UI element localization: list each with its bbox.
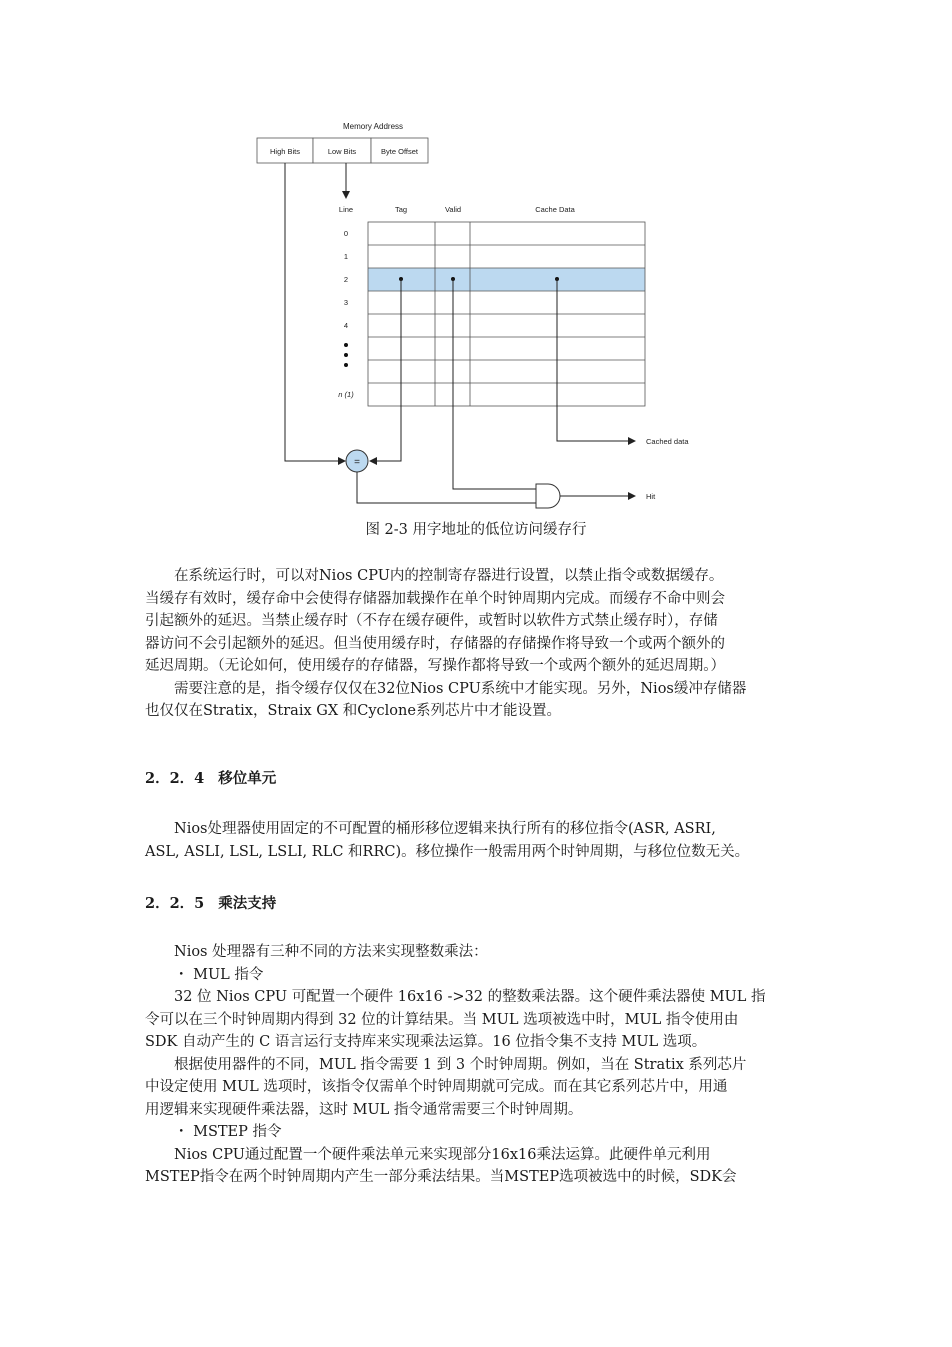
section-number: 2．2．5 [145, 895, 205, 912]
bullet-mul: ・ MUL 指令 [174, 966, 264, 983]
section-title: 乘法支持 [218, 895, 277, 912]
cached-data-label: Cached data [646, 437, 689, 446]
text-line: Nios处理器使用固定的不可配置的桶形移位逻辑来执行所有的移位指令(ASR, ASRI, [174, 821, 716, 837]
text-line: 器访问不会引起额外的延迟。但当使用缓存时，存储器的存储操作将导致一个或两个额外的 [145, 635, 725, 652]
section-heading-shift-unit [145, 767, 290, 788]
tag-line [370, 279, 401, 461]
field-high-bits: High Bits [269, 147, 301, 156]
text-line: 引起额外的延迟。当禁止缓存时（不存在缓存硬件，或暂时以软件方式禁止缓存时），存储 [145, 613, 718, 629]
section-heading-multiply [145, 892, 290, 913]
bullet-mstep: ・ MSTEP 指令 [174, 1124, 282, 1140]
memory-address-label: Memory Address [343, 122, 404, 131]
column-tag-header: Tag [394, 205, 408, 214]
row-label-0: 0 [343, 229, 349, 238]
cache-diagram-figure [255, 118, 695, 518]
row-label-3: 3 [343, 298, 349, 307]
and-gate [536, 484, 560, 508]
paragraph-cache-control [145, 565, 807, 723]
compare-output-line [357, 472, 536, 503]
text-line: MSTEP指令在两个时钟周期内产生一部分乘法结果。当MSTEP选项被选中的时候，SDK会 [145, 1169, 737, 1185]
column-cache-data-header: Cache Data [535, 205, 575, 214]
hit-label: Hit [646, 492, 656, 501]
valid-line [453, 279, 536, 489]
row-label-4: 4 [343, 321, 349, 330]
address-fields [257, 138, 428, 163]
comparator-symbol: = [354, 457, 360, 468]
figure-caption: 图 2-3 用字地址的低位访问缓存行 [365, 522, 587, 538]
ellipsis-dots [344, 343, 348, 367]
text-line: ASL, ASLI, LSL, LSLI, RLC 和RRC)。移位操作一般需用两个时钟周期，与移位位数无关。 [145, 843, 750, 860]
text-line: 令可以在三个时钟周期内得到 32 位的计算结果。当 MUL 选项被选中时，MUL 指令使用由 [145, 1011, 739, 1028]
paragraph-multiply [145, 941, 807, 1189]
highlighted-row [368, 268, 645, 291]
column-valid-header: Valid [444, 205, 462, 214]
text-line: 在系统运行时，可以对Nios CPU内的控制寄存器进行设置，以禁止指令或数据缓存。 [174, 568, 724, 584]
text-line: 需要注意的是，指令缓存仅仅在32位Nios CPU系统中才能实现。另外，Nios缓冲存储器 [174, 680, 747, 697]
section-title: 移位单元 [218, 770, 277, 787]
field-byte-offset: Byte Offset [381, 147, 418, 156]
text-line: SDK 自动产生的 C 语言运行支持库来实现乘法运算。16 位指令集不支持 MUL 选项。 [145, 1034, 707, 1050]
text-line: 也仅仅在Stratix，Straix GX 和Cyclone系列芯片中才能设置。 [145, 703, 561, 719]
text-line: 中设定使用 MUL 选项时，该指令仅需单个时钟周期就可完成。而在其它系列芯片中，用通 [145, 1079, 728, 1095]
high-bits-line [285, 163, 345, 461]
text-line: Nios CPU通过配置一个硬件乘法单元来实现部分16x16乘法运算。此硬件单元利用 [174, 1146, 711, 1163]
text-line: 用逻辑来实现硬件乘法器，这时 MUL 指令通常需要三个时钟周期。 [145, 1101, 583, 1118]
section-number: 2．2．4 [145, 770, 205, 787]
cache-diagram [255, 118, 695, 518]
text-line: 当缓存有效时，缓存命中会使得存储器加载操作在单个时钟周期内完成。而缓存不命中则会 [145, 590, 725, 607]
text-line: 32 位 Nios CPU 可配置一个硬件 16x16 ->32 的整数乘法器。这个硬件乘法器使 MUL 指 [174, 989, 766, 1005]
row-label-1: 1 [343, 252, 349, 261]
text-line: 延迟周期。（无论如何，使用缓存的存储器，写操作都将导致一个或两个额外的延迟周期。） [145, 658, 725, 674]
text-line: 根据使用器件的不同，MUL 指令需要 1 到 3 个时钟周期。例如，当在 Stratix 系列芯片 [174, 1056, 747, 1073]
column-line-header: Line [338, 205, 354, 214]
text-line: Nios 处理器有三种不同的方法来实现整数乘法： [174, 944, 488, 960]
field-low-bits: Low Bits [327, 147, 357, 156]
row-label-n: n (1) [338, 390, 354, 399]
cache-table [368, 222, 645, 406]
paragraph-shift [145, 818, 807, 863]
row-label-2: 2 [343, 275, 349, 284]
